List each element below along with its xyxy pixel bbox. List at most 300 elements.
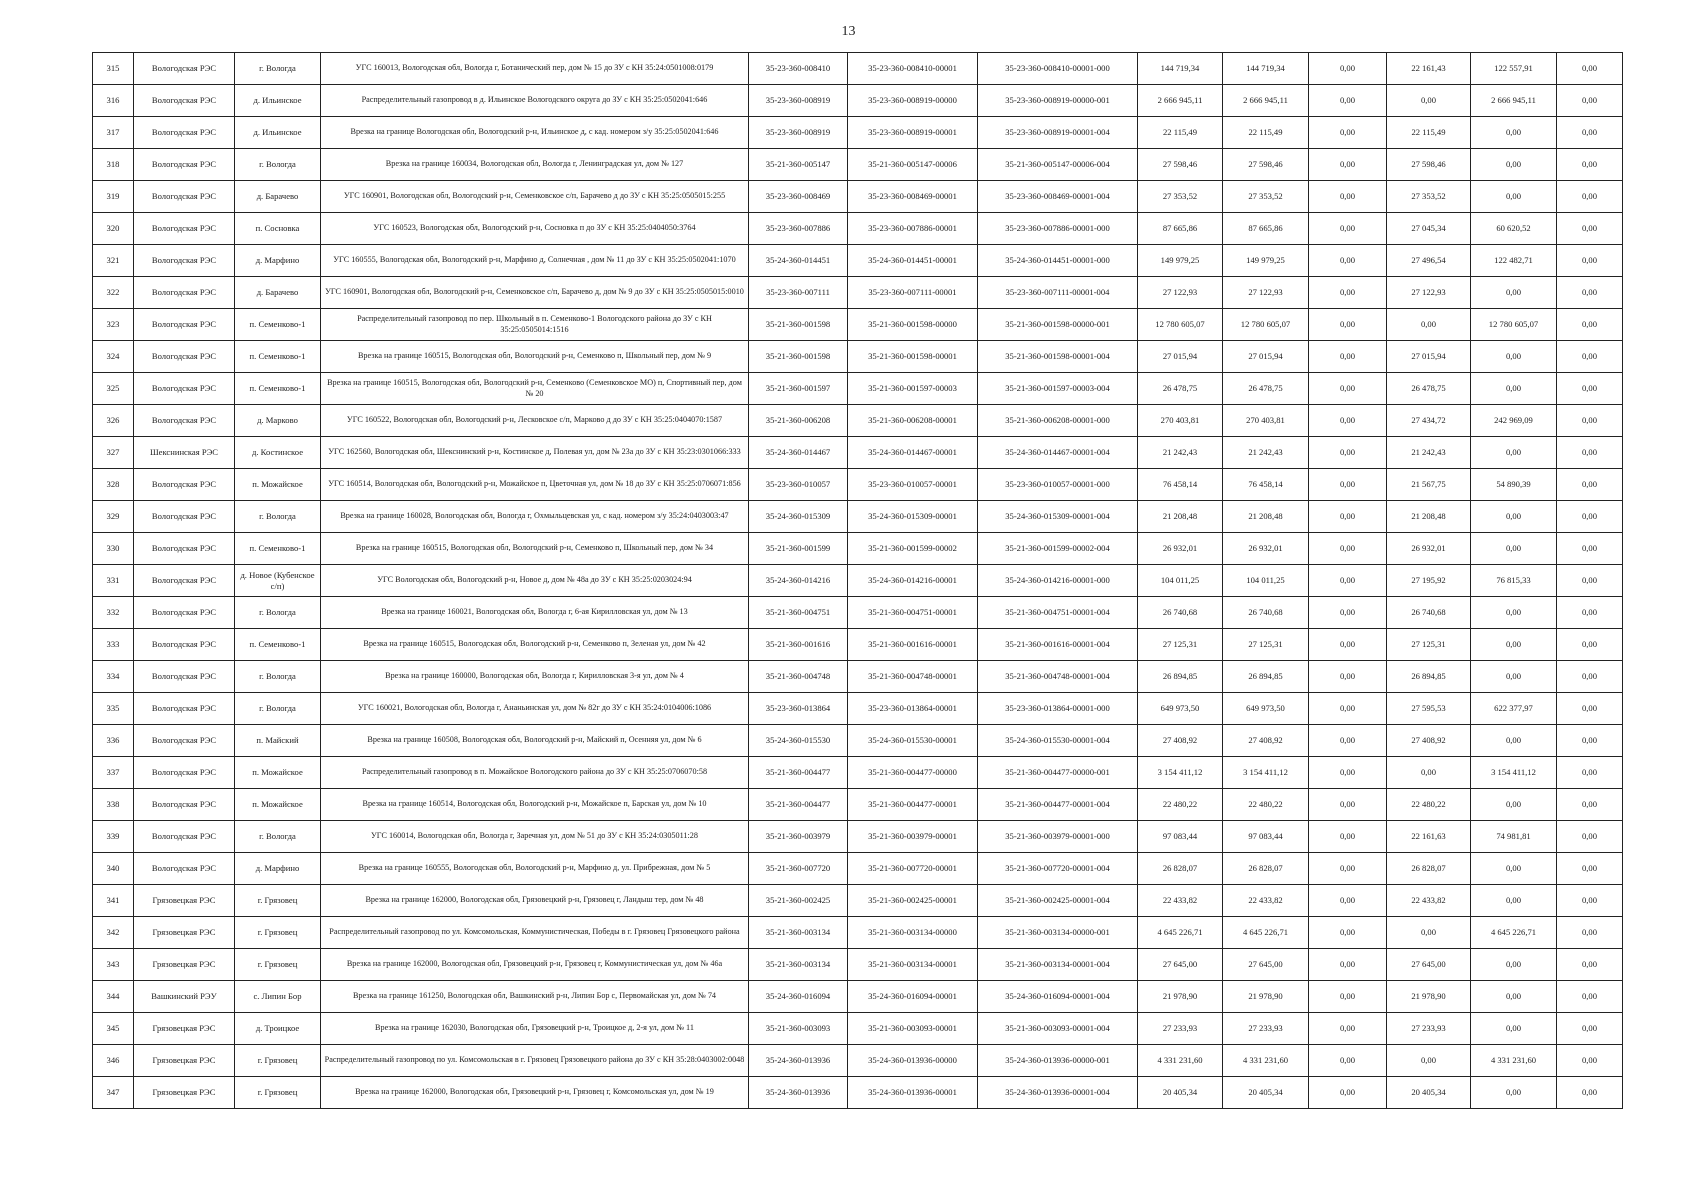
cell-cost-with-vat: 3 154 411,12 <box>1223 757 1309 789</box>
cell-settlement: г. Вологда <box>235 501 321 533</box>
cell-object-code: 35-21-360-005147 <box>749 149 848 181</box>
cell-object-description: Врезка на границе 160515, Вологодская обл, Вологодский р-н, Семенково п, Школьный пер, дом № 9 <box>321 341 749 373</box>
table-row <box>93 1013 1623 1045</box>
cell-total-cost: 4 645 226,71 <box>1138 917 1223 949</box>
cell-connection-cost: 27 434,72 <box>1387 405 1471 437</box>
table-row <box>93 597 1623 629</box>
cell-total-cost: 21 208,48 <box>1138 501 1223 533</box>
cell-element-id: 35-24-360-014467-00001-004 <box>978 437 1138 469</box>
cell-network-cost: 0,00 <box>1471 373 1557 405</box>
cell-connection-cost: 0,00 <box>1387 1045 1471 1077</box>
table-row <box>93 533 1623 565</box>
cell-branch: Вологодская РЭС <box>134 757 235 789</box>
cell-row-number: 329 <box>93 501 134 533</box>
cell-row-number: 347 <box>93 1077 134 1109</box>
cell-row-number: 342 <box>93 917 134 949</box>
cell-cost-with-vat: 22 115,49 <box>1223 117 1309 149</box>
cell-object-code: 35-23-360-013864 <box>749 693 848 725</box>
cell-row-number: 338 <box>93 789 134 821</box>
cell-cost-with-vat: 149 979,25 <box>1223 245 1309 277</box>
cell-object-code: 35-21-360-004477 <box>749 757 848 789</box>
cell-cost-a: 0,00 <box>1309 821 1387 853</box>
cell-cost-a: 0,00 <box>1309 885 1387 917</box>
cell-total-cost: 20 405,34 <box>1138 1077 1223 1109</box>
cell-element-id: 35-21-360-003979-00001-000 <box>978 821 1138 853</box>
cell-settlement: д. Марково <box>235 405 321 437</box>
cell-settlement: п. Семенково-1 <box>235 629 321 661</box>
cell-element-id: 35-21-360-007720-00001-004 <box>978 853 1138 885</box>
cell-element-id: 35-23-360-007886-00001-000 <box>978 213 1138 245</box>
cell-object-description: Врезка на границе 162030, Вологодская обл, Грязовецкий р-н, Троицкое д, 2-я ул, дом № 11 <box>321 1013 749 1045</box>
cell-network-cost: 0,00 <box>1471 629 1557 661</box>
cell-branch: Вологодская РЭС <box>134 597 235 629</box>
cell-connection-cost: 0,00 <box>1387 85 1471 117</box>
cell-network-cost: 0,00 <box>1471 1077 1557 1109</box>
cell-element-id: 35-21-360-004477-00001-004 <box>978 789 1138 821</box>
cell-object-code: 35-24-360-014216 <box>749 565 848 597</box>
cell-row-number: 319 <box>93 181 134 213</box>
cell-cost-b: 0,00 <box>1557 373 1623 405</box>
cell-connection-cost: 27 408,92 <box>1387 725 1471 757</box>
cell-network-cost: 3 154 411,12 <box>1471 757 1557 789</box>
table-row <box>93 629 1623 661</box>
cell-object-description: УГС 160901, Вологодская обл, Вологодский р-н, Семенковское с/п, Барачево д до ЗУ с КН 35:25:0505015:255 <box>321 181 749 213</box>
cell-object-id: 35-24-360-016094-00001 <box>848 981 978 1013</box>
cell-object-description: Распределительный газопровод в п. Можайское Вологодского района до ЗУ с КН 35:25:0706070:58 <box>321 757 749 789</box>
cell-cost-b: 0,00 <box>1557 277 1623 309</box>
cell-connection-cost: 0,00 <box>1387 917 1471 949</box>
cell-element-id: 35-21-360-003093-00001-004 <box>978 1013 1138 1045</box>
cell-object-code: 35-21-360-006208 <box>749 405 848 437</box>
cell-cost-with-vat: 97 083,44 <box>1223 821 1309 853</box>
cell-object-code: 35-21-360-001597 <box>749 373 848 405</box>
cell-connection-cost: 26 478,75 <box>1387 373 1471 405</box>
cell-object-id: 35-21-360-003134-00000 <box>848 917 978 949</box>
cell-cost-b: 0,00 <box>1557 437 1623 469</box>
cell-element-id: 35-23-360-007111-00001-004 <box>978 277 1138 309</box>
cell-cost-with-vat: 27 122,93 <box>1223 277 1309 309</box>
cell-branch: Вологодская РЭС <box>134 501 235 533</box>
cell-network-cost: 2 666 945,11 <box>1471 85 1557 117</box>
cell-cost-with-vat: 20 405,34 <box>1223 1077 1309 1109</box>
cell-row-number: 333 <box>93 629 134 661</box>
cell-total-cost: 4 331 231,60 <box>1138 1045 1223 1077</box>
cell-object-id: 35-21-360-001616-00001 <box>848 629 978 661</box>
cell-network-cost: 60 620,52 <box>1471 213 1557 245</box>
cell-object-description: УГС 160523, Вологодская обл, Вологодский р-н, Сосновка п до ЗУ с КН 35:25:0404050:3764 <box>321 213 749 245</box>
cell-cost-a: 0,00 <box>1309 693 1387 725</box>
cell-object-code: 35-23-360-008410 <box>749 53 848 85</box>
cell-cost-b: 0,00 <box>1557 885 1623 917</box>
cell-row-number: 345 <box>93 1013 134 1045</box>
cell-connection-cost: 27 125,31 <box>1387 629 1471 661</box>
cell-total-cost: 26 894,85 <box>1138 661 1223 693</box>
cell-connection-cost: 27 496,54 <box>1387 245 1471 277</box>
cell-cost-b: 0,00 <box>1557 469 1623 501</box>
cell-object-id: 35-23-360-008469-00001 <box>848 181 978 213</box>
cell-cost-b: 0,00 <box>1557 533 1623 565</box>
cell-element-id: 35-24-360-013936-00001-004 <box>978 1077 1138 1109</box>
cell-cost-a: 0,00 <box>1309 725 1387 757</box>
cell-object-code: 35-24-360-013936 <box>749 1077 848 1109</box>
cell-connection-cost: 27 015,94 <box>1387 341 1471 373</box>
cell-network-cost: 4 645 226,71 <box>1471 917 1557 949</box>
cell-object-description: Распределительный газопровод по пер. Школьный в п. Семенково-1 Вологодского района до ЗУ с КН 35:25:0505014:1516 <box>321 309 749 341</box>
cell-connection-cost: 22 161,43 <box>1387 53 1471 85</box>
cell-object-description: УГС 160555, Вологодская обл, Вологодский р-н, Марфино д, Солнечная , дом № 11 до ЗУ с КН 35:25:0502041:1070 <box>321 245 749 277</box>
cell-network-cost: 0,00 <box>1471 661 1557 693</box>
cell-connection-cost: 27 353,52 <box>1387 181 1471 213</box>
cell-connection-cost: 27 122,93 <box>1387 277 1471 309</box>
cell-row-number: 330 <box>93 533 134 565</box>
cell-cost-with-vat: 26 932,01 <box>1223 533 1309 565</box>
cell-settlement: г. Грязовец <box>235 1077 321 1109</box>
cell-connection-cost: 22 480,22 <box>1387 789 1471 821</box>
cell-cost-with-vat: 22 480,22 <box>1223 789 1309 821</box>
cell-network-cost: 0,00 <box>1471 725 1557 757</box>
cell-settlement: г. Вологда <box>235 661 321 693</box>
cell-settlement: г. Грязовец <box>235 1045 321 1077</box>
cell-cost-with-vat: 4 645 226,71 <box>1223 917 1309 949</box>
cell-row-number: 326 <box>93 405 134 437</box>
cell-cost-with-vat: 22 433,82 <box>1223 885 1309 917</box>
cell-settlement: г. Грязовец <box>235 917 321 949</box>
cell-cost-b: 0,00 <box>1557 309 1623 341</box>
cell-cost-b: 0,00 <box>1557 821 1623 853</box>
cell-cost-a: 0,00 <box>1309 85 1387 117</box>
cell-row-number: 344 <box>93 981 134 1013</box>
cell-object-id: 35-23-360-010057-00001 <box>848 469 978 501</box>
table-row <box>93 693 1623 725</box>
cell-element-id: 35-24-360-014451-00001-000 <box>978 245 1138 277</box>
cell-total-cost: 270 403,81 <box>1138 405 1223 437</box>
cell-cost-with-vat: 21 978,90 <box>1223 981 1309 1013</box>
cell-object-code: 35-23-360-010057 <box>749 469 848 501</box>
cell-connection-cost: 27 645,00 <box>1387 949 1471 981</box>
cell-cost-a: 0,00 <box>1309 53 1387 85</box>
cell-total-cost: 21 978,90 <box>1138 981 1223 1013</box>
cell-cost-b: 0,00 <box>1557 245 1623 277</box>
cell-row-number: 315 <box>93 53 134 85</box>
cell-row-number: 316 <box>93 85 134 117</box>
cell-cost-with-vat: 27 598,46 <box>1223 149 1309 181</box>
cell-branch: Вологодская РЭС <box>134 405 235 437</box>
cell-branch: Грязовецкая РЭС <box>134 885 235 917</box>
cell-row-number: 339 <box>93 821 134 853</box>
cell-element-id: 35-21-360-004748-00001-004 <box>978 661 1138 693</box>
cell-element-id: 35-21-360-003134-00000-001 <box>978 917 1138 949</box>
cell-settlement: г. Грязовец <box>235 949 321 981</box>
cell-connection-cost: 27 233,93 <box>1387 1013 1471 1045</box>
cell-element-id: 35-21-360-002425-00001-004 <box>978 885 1138 917</box>
cell-cost-b: 0,00 <box>1557 757 1623 789</box>
cell-object-code: 35-21-360-007720 <box>749 853 848 885</box>
cell-network-cost: 0,00 <box>1471 341 1557 373</box>
cell-object-code: 35-21-360-003093 <box>749 1013 848 1045</box>
registry-body <box>93 53 1623 1109</box>
cell-settlement: п. Сосновка <box>235 213 321 245</box>
cell-connection-cost: 26 932,01 <box>1387 533 1471 565</box>
cell-cost-a: 0,00 <box>1309 501 1387 533</box>
cell-object-description: Врезка на границе 160000, Вологодская обл, Вологда г, Кирилловская 3-я ул, дом № 4 <box>321 661 749 693</box>
cell-network-cost: 0,00 <box>1471 981 1557 1013</box>
cell-object-code: 35-21-360-001599 <box>749 533 848 565</box>
cell-cost-with-vat: 27 408,92 <box>1223 725 1309 757</box>
cell-object-id: 35-24-360-014467-00001 <box>848 437 978 469</box>
cell-total-cost: 3 154 411,12 <box>1138 757 1223 789</box>
cell-cost-b: 0,00 <box>1557 213 1623 245</box>
cell-total-cost: 26 478,75 <box>1138 373 1223 405</box>
page-number: 13 <box>841 24 856 39</box>
cell-total-cost: 27 353,52 <box>1138 181 1223 213</box>
cell-total-cost: 144 719,34 <box>1138 53 1223 85</box>
cell-element-id: 35-23-360-008919-00000-001 <box>978 85 1138 117</box>
cell-cost-a: 0,00 <box>1309 757 1387 789</box>
cell-network-cost: 0,00 <box>1471 789 1557 821</box>
cell-settlement: с. Липин Бор <box>235 981 321 1013</box>
cell-element-id: 35-21-360-001599-00002-004 <box>978 533 1138 565</box>
cell-element-id: 35-21-360-001597-00003-004 <box>978 373 1138 405</box>
cell-cost-a: 0,00 <box>1309 1013 1387 1045</box>
cell-row-number: 328 <box>93 469 134 501</box>
cell-object-id: 35-21-360-004748-00001 <box>848 661 978 693</box>
cell-object-id: 35-21-360-005147-00006 <box>848 149 978 181</box>
cell-network-cost: 0,00 <box>1471 277 1557 309</box>
cell-cost-b: 0,00 <box>1557 85 1623 117</box>
cell-cost-a: 0,00 <box>1309 405 1387 437</box>
cell-object-description: Врезка на границе 160514, Вологодская обл, Вологодский р-н, Можайское п, Барская ул, дом № 10 <box>321 789 749 821</box>
cell-settlement: г. Грязовец <box>235 885 321 917</box>
table-row <box>93 341 1623 373</box>
cell-object-code: 35-21-360-004751 <box>749 597 848 629</box>
cell-object-code: 35-24-360-014451 <box>749 245 848 277</box>
cell-object-code: 35-23-360-008919 <box>749 85 848 117</box>
table-row <box>93 821 1623 853</box>
cell-object-id: 35-21-360-007720-00001 <box>848 853 978 885</box>
cell-cost-with-vat: 649 973,50 <box>1223 693 1309 725</box>
cell-network-cost: 0,00 <box>1471 149 1557 181</box>
cell-total-cost: 26 740,68 <box>1138 597 1223 629</box>
cell-cost-a: 0,00 <box>1309 437 1387 469</box>
cell-branch: Вологодская РЭС <box>134 309 235 341</box>
cell-total-cost: 26 932,01 <box>1138 533 1223 565</box>
cell-object-description: Распределительный газопровод по ул. Комсомольская в г. Грязовец Грязовецкого района до ЗУ с КН 35:28:0403002:0048 <box>321 1045 749 1077</box>
cell-branch: Вологодская РЭС <box>134 469 235 501</box>
table-row <box>93 277 1623 309</box>
cell-cost-b: 0,00 <box>1557 949 1623 981</box>
cell-cost-a: 0,00 <box>1309 1045 1387 1077</box>
cell-row-number: 332 <box>93 597 134 629</box>
cell-connection-cost: 26 894,85 <box>1387 661 1471 693</box>
cell-row-number: 331 <box>93 565 134 597</box>
cell-total-cost: 21 242,43 <box>1138 437 1223 469</box>
cell-object-id: 35-21-360-001598-00000 <box>848 309 978 341</box>
cell-object-id: 35-21-360-006208-00001 <box>848 405 978 437</box>
cell-cost-a: 0,00 <box>1309 597 1387 629</box>
cell-settlement: п. Семенково-1 <box>235 373 321 405</box>
cell-object-code: 35-21-360-001598 <box>749 309 848 341</box>
cell-cost-b: 0,00 <box>1557 149 1623 181</box>
cell-cost-a: 0,00 <box>1309 853 1387 885</box>
cell-object-description: Врезка на границе 160515, Вологодская обл, Вологодский р-н, Семенково п, Школьный пер, дом № 34 <box>321 533 749 565</box>
cell-object-code: 35-24-360-015309 <box>749 501 848 533</box>
cell-object-code: 35-21-360-002425 <box>749 885 848 917</box>
cell-object-id: 35-21-360-003134-00001 <box>848 949 978 981</box>
table-row <box>93 789 1623 821</box>
cell-row-number: 323 <box>93 309 134 341</box>
cell-settlement: д. Новое (Кубенское с/п) <box>235 565 321 597</box>
cell-total-cost: 27 645,00 <box>1138 949 1223 981</box>
cell-connection-cost: 21 208,48 <box>1387 501 1471 533</box>
cell-cost-b: 0,00 <box>1557 1045 1623 1077</box>
cell-object-id: 35-23-360-007111-00001 <box>848 277 978 309</box>
cell-element-id: 35-21-360-003134-00001-004 <box>978 949 1138 981</box>
cell-connection-cost: 22 115,49 <box>1387 117 1471 149</box>
cell-total-cost: 26 828,07 <box>1138 853 1223 885</box>
table-row <box>93 565 1623 597</box>
cell-cost-b: 0,00 <box>1557 341 1623 373</box>
cell-cost-a: 0,00 <box>1309 117 1387 149</box>
cell-object-description: УГС 160014, Вологодская обл, Вологда г, Заречная ул, дом № 51 до ЗУ с КН 35:24:0305011:28 <box>321 821 749 853</box>
table-row <box>93 213 1623 245</box>
cell-total-cost: 27 015,94 <box>1138 341 1223 373</box>
table-row <box>93 437 1623 469</box>
cell-object-id: 35-21-360-002425-00001 <box>848 885 978 917</box>
cell-element-id: 35-23-360-008469-00001-004 <box>978 181 1138 213</box>
cell-row-number: 322 <box>93 277 134 309</box>
cell-branch: Вологодская РЭС <box>134 245 235 277</box>
cell-cost-a: 0,00 <box>1309 149 1387 181</box>
cell-branch: Грязовецкая РЭС <box>134 1013 235 1045</box>
cell-branch: Вологодская РЭС <box>134 373 235 405</box>
cell-object-code: 35-21-360-001598 <box>749 341 848 373</box>
cell-object-id: 35-21-360-004477-00000 <box>848 757 978 789</box>
cell-cost-b: 0,00 <box>1557 693 1623 725</box>
table-row <box>93 757 1623 789</box>
cell-object-id: 35-23-360-008919-00000 <box>848 85 978 117</box>
cell-element-id: 35-21-360-001616-00001-004 <box>978 629 1138 661</box>
cell-object-description: Врезка на границе 160515, Вологодская обл, Вологодский р-н, Семенково (Семенковское МО) п, Спортивный пер, дом № 20 <box>321 373 749 405</box>
table-row <box>93 661 1623 693</box>
cell-object-description: Врезка на границе 162000, Вологодская обл, Грязовецкий р-н, Грязовец г, Комсомольская ул, дом № 19 <box>321 1077 749 1109</box>
cell-branch: Вологодская РЭС <box>134 853 235 885</box>
cell-settlement: д. Барачево <box>235 181 321 213</box>
cell-settlement: г. Вологда <box>235 149 321 181</box>
cell-object-description: Врезка на границе 160021, Вологодская обл, Вологда г, 6-ая Кирилловская ул, дом № 13 <box>321 597 749 629</box>
table-row <box>93 405 1623 437</box>
cell-row-number: 324 <box>93 341 134 373</box>
table-row <box>93 53 1623 85</box>
cell-cost-b: 0,00 <box>1557 789 1623 821</box>
cell-cost-a: 0,00 <box>1309 309 1387 341</box>
cell-object-code: 35-24-360-014467 <box>749 437 848 469</box>
cell-cost-b: 0,00 <box>1557 53 1623 85</box>
cell-settlement: п. Можайское <box>235 469 321 501</box>
cell-branch: Вологодская РЭС <box>134 821 235 853</box>
cell-row-number: 327 <box>93 437 134 469</box>
cell-cost-with-vat: 76 458,14 <box>1223 469 1309 501</box>
cell-network-cost: 12 780 605,07 <box>1471 309 1557 341</box>
cell-row-number: 336 <box>93 725 134 757</box>
table-row <box>93 309 1623 341</box>
cell-cost-a: 0,00 <box>1309 533 1387 565</box>
cell-connection-cost: 21 242,43 <box>1387 437 1471 469</box>
cell-object-id: 35-21-360-001599-00002 <box>848 533 978 565</box>
cell-row-number: 337 <box>93 757 134 789</box>
cell-row-number: 334 <box>93 661 134 693</box>
cell-object-id: 35-21-360-001598-00001 <box>848 341 978 373</box>
table-row <box>93 885 1623 917</box>
cell-cost-with-vat: 12 780 605,07 <box>1223 309 1309 341</box>
cell-cost-a: 0,00 <box>1309 661 1387 693</box>
cell-row-number: 346 <box>93 1045 134 1077</box>
table-row <box>93 85 1623 117</box>
cell-row-number: 318 <box>93 149 134 181</box>
cell-settlement: г. Вологда <box>235 821 321 853</box>
cell-row-number: 343 <box>93 949 134 981</box>
cell-object-id: 35-23-360-008919-00001 <box>848 117 978 149</box>
cell-branch: Вологодская РЭС <box>134 725 235 757</box>
table-row <box>93 917 1623 949</box>
cell-branch: Грязовецкая РЭС <box>134 1045 235 1077</box>
cell-total-cost: 12 780 605,07 <box>1138 309 1223 341</box>
cell-element-id: 35-24-360-015309-00001-004 <box>978 501 1138 533</box>
cell-settlement: д. Ильинское <box>235 117 321 149</box>
cell-cost-with-vat: 2 666 945,11 <box>1223 85 1309 117</box>
table-row <box>93 1045 1623 1077</box>
cell-cost-with-vat: 270 403,81 <box>1223 405 1309 437</box>
cell-object-description: Распределительный газопровод по ул. Комсомольская, Коммунистическая, Победы в г. Грязовец Грязовецкого района <box>321 917 749 949</box>
table-row <box>93 853 1623 885</box>
cell-settlement: д. Ильинское <box>235 85 321 117</box>
cell-connection-cost: 26 828,07 <box>1387 853 1471 885</box>
cell-network-cost: 122 557,91 <box>1471 53 1557 85</box>
cell-object-id: 35-23-360-008410-00001 <box>848 53 978 85</box>
cell-object-description: УГС Вологодская обл, Вологодский р-н, Новое д, дом № 48а до ЗУ с КН 35:25:0203024:94 <box>321 565 749 597</box>
cell-object-description: Распределительный газопровод в д. Ильинское Вологодского округа до ЗУ с КН 35:25:0502041:646 <box>321 85 749 117</box>
cell-cost-a: 0,00 <box>1309 917 1387 949</box>
cell-cost-a: 0,00 <box>1309 373 1387 405</box>
cell-object-id: 35-24-360-013936-00001 <box>848 1077 978 1109</box>
cell-object-code: 35-24-360-013936 <box>749 1045 848 1077</box>
table-row <box>93 149 1623 181</box>
cell-total-cost: 87 665,86 <box>1138 213 1223 245</box>
cell-element-id: 35-23-360-013864-00001-000 <box>978 693 1138 725</box>
cell-connection-cost: 22 433,82 <box>1387 885 1471 917</box>
cell-object-id: 35-21-360-001597-00003 <box>848 373 978 405</box>
cell-cost-b: 0,00 <box>1557 981 1623 1013</box>
cell-total-cost: 104 011,25 <box>1138 565 1223 597</box>
cell-cost-with-vat: 144 719,34 <box>1223 53 1309 85</box>
cell-connection-cost: 21 567,75 <box>1387 469 1471 501</box>
cell-branch: Вологодская РЭС <box>134 789 235 821</box>
table-row <box>93 181 1623 213</box>
cell-connection-cost: 21 978,90 <box>1387 981 1471 1013</box>
table-row <box>93 949 1623 981</box>
cell-branch: Вашкинский РЭУ <box>134 981 235 1013</box>
cell-object-code: 35-21-360-003134 <box>749 917 848 949</box>
cell-element-id: 35-21-360-005147-00006-004 <box>978 149 1138 181</box>
cell-branch: Вологодская РЭС <box>134 565 235 597</box>
cell-cost-with-vat: 26 478,75 <box>1223 373 1309 405</box>
cell-cost-with-vat: 26 740,68 <box>1223 597 1309 629</box>
cell-branch: Вологодская РЭС <box>134 181 235 213</box>
cell-branch: Вологодская РЭС <box>134 85 235 117</box>
cell-element-id: 35-24-360-014216-00001-000 <box>978 565 1138 597</box>
cell-connection-cost: 0,00 <box>1387 309 1471 341</box>
cell-total-cost: 97 083,44 <box>1138 821 1223 853</box>
cell-element-id: 35-23-360-008919-00001-004 <box>978 117 1138 149</box>
